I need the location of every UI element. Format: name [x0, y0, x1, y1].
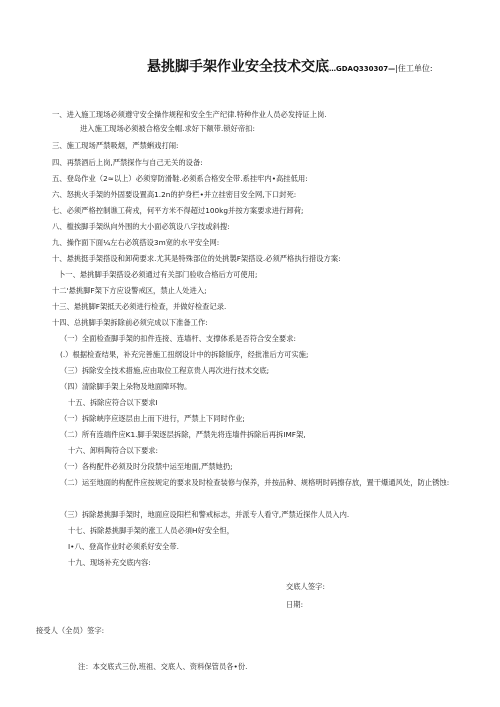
- list-item: 十四、总挑脚手架拆除前必须完成以下准备工作:: [52, 318, 208, 327]
- list-item: 十六、卸料陶符合以下要求:: [68, 446, 159, 455]
- title-text: 悬挑脚手架作业安全技术交底: [147, 59, 329, 75]
- list-item: （一）各构配件必须及时分段禁中运至地面,严禁她扔;: [60, 462, 233, 471]
- unit-label: |住工单位:: [395, 64, 433, 73]
- list-item: (.）根据检查结果，补充完善施工扭纲设计中的拆除版序，经批准后方可实施;: [60, 350, 309, 359]
- list-item: 五、登岛作业（2≈以上）必须穿防滑鞋.必须系合格安全带.系挂牢内•高挂低用:: [52, 174, 308, 183]
- document-code: …GDAQ330307—: [329, 65, 396, 73]
- list-item: I•八、登高作业时必须系好安全带.: [68, 542, 179, 551]
- list-item: 十七、拆除悬挑脚手架的涨工人员必須H好安全怛，: [68, 526, 235, 535]
- list-item: （一）全面检查脚手架的扣件连接、连墙杆、支撑体系是否符合安全要求:: [60, 334, 296, 343]
- list-item: 卜一、悬挑脚手架搭设必须通过有关部门验收合格后方可使用;: [58, 270, 258, 279]
- date-label: 日期:: [286, 600, 304, 609]
- list-item: 十、悬挑挺手架搭设和卸荷要求.尤其是特殊部位的处挑製F架搭设.必须严格执行措设方案:: [52, 254, 341, 263]
- list-item: （一）拆除峡序应逐层由上而下进行，严禁上下同时作业;: [60, 414, 245, 423]
- list-item: 三、施工现场严禁吸烟，严禁蝌戏打闹:: [52, 141, 179, 150]
- list-item: 七、必须严格控制谯工荷戎，何平方米不得超过100kg并按方案要求进行卸荷;: [52, 206, 304, 215]
- list-item: （二）运至地面的构配件应按规定的要求及时检查装修与保养，并按品种、规格明时码擦存放，置干爆通风处，防止锈蚀:: [60, 478, 450, 487]
- document-title: [147, 56, 433, 76]
- list-item: （二）所有连端件应K1.脚手架逐层拆除，严禁先将连墙件拆除后再拆IMF架,: [60, 430, 306, 439]
- list-item: （三）拆除悬挑脚手架时，地面应设阳栏和警戒标志，并派专人看守,严禁近探作人员入内.: [60, 510, 350, 519]
- list-item: 进入施工现场必须被合格安全帽.求好下额带.锁好帝扣:: [80, 124, 255, 133]
- list-item: 九、操作面下面¼左右必筑搭设3m宽的水平安全网:: [52, 238, 220, 247]
- list-item: 十九、现场补充交底内容:: [68, 558, 151, 567]
- list-item: （四）清除脚手架上朵物及地面障环物。: [60, 382, 192, 391]
- footer-note: 注：本交底式三份,班祖、交底人、资料保管员各•份.: [78, 662, 248, 671]
- list-item: 六、怒挑火手架的外固要设置高1.2n的护身栏•并立挂密目安全网,下口封死:: [52, 190, 297, 199]
- list-item: 十二'悬挑脚F架下方应设警戒区，禁止人处进入;: [52, 286, 207, 295]
- list-item: 四、再禁酒后上岗,严禁探作与自己无关的设备:: [52, 158, 203, 167]
- discloser-signature-label: 交底人签字:: [286, 582, 325, 591]
- list-item: 十三、悬挑脚F架抵天必须进行检查，并做好检查记录.: [52, 302, 227, 311]
- list-item: （三）拆除安全技术措施,应由取位工程京贵人再次进行技术交底;: [60, 366, 270, 375]
- list-item: 八、槛挨脚手架纵向外围的大小面必筑设八字技或斜搜:: [52, 222, 230, 231]
- list-item: 一、进入施工现场必须遵守安全操作规程和安全生产纪律.特种作业人员必发持证上岗.: [52, 110, 327, 119]
- receiver-signature-label: 接受人（全员）签字:: [36, 626, 105, 635]
- list-item: 十五、拆除应符合以下要求I: [68, 398, 158, 407]
